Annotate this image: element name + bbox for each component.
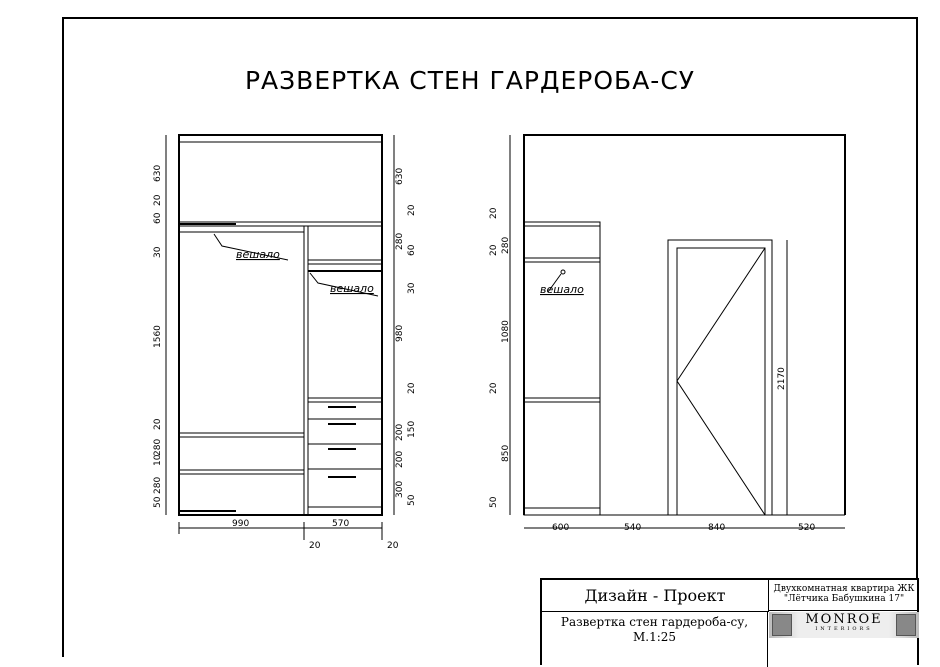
sheet-title: Развертка стен гардероба-су, М.1:25: [542, 612, 768, 667]
dim-left-3: 60: [153, 212, 163, 224]
hanger-label: вешало: [330, 282, 374, 295]
door-frame: [668, 240, 772, 515]
dim-rv-1: 20: [489, 207, 499, 219]
dim-right-3: 280: [395, 232, 405, 250]
dim-right-9: 200: [395, 423, 405, 441]
company-logo: [769, 612, 919, 667]
dim-door-height: 2170: [777, 367, 787, 390]
dim-right-4: 60: [407, 244, 417, 256]
left-elevation: [166, 135, 394, 540]
dim-bottom-20b: 20: [387, 541, 399, 551]
dim-right-12: 50: [407, 494, 417, 506]
apartment-info: Двухкомнатная квартира ЖК "Лётчика Бабушкина 17": [769, 580, 919, 611]
dim-right-5: 30: [407, 282, 417, 294]
right-wall-outline: [524, 135, 845, 515]
dim-right-11: 300: [395, 480, 405, 498]
drawing-title: РАЗВЕРТКА СТЕН ГАРДЕРОБА-СУ: [244, 66, 696, 95]
left-wardrobe-outline: [179, 135, 382, 515]
title-block: [540, 578, 919, 665]
dim-bottom-570: 570: [332, 519, 350, 529]
dim-bottom-20a: 20: [309, 541, 321, 551]
dim-rv-3: 280: [501, 236, 511, 254]
dim-rv-bottom-1: 600: [552, 523, 570, 533]
dim-left-4: 30: [153, 246, 163, 258]
dim-rv-bottom-4: 520: [798, 523, 816, 533]
dim-rv-7: 50: [489, 496, 499, 508]
ornament-icon: [896, 614, 916, 636]
dim-right-10: 200: [395, 450, 405, 468]
dim-left-10: 280: [153, 476, 163, 494]
dim-left-1: 630: [153, 164, 163, 182]
right-elevation: [510, 135, 845, 528]
dim-left-8: 280: [153, 438, 163, 456]
dim-left-9: 50: [153, 496, 163, 508]
dim-rv-bottom-3: 840: [708, 523, 726, 533]
hanger-label: вешало: [236, 248, 280, 261]
hanger-label: вешало: [540, 283, 584, 296]
dim-rv-2: 20: [489, 244, 499, 256]
dim-left-5: 1560: [153, 325, 163, 348]
dim-right-2: 20: [407, 204, 417, 216]
dim-right-7: 20: [407, 382, 417, 394]
project-type: Дизайн - Проект: [542, 580, 769, 612]
dim-rv-bottom-2: 540: [624, 523, 642, 533]
dim-left-2: 20: [153, 194, 163, 206]
dim-rv-6: 850: [501, 444, 511, 462]
dim-rv-4: 1080: [501, 320, 511, 343]
dim-right-1: 630: [395, 167, 405, 185]
logo-subtitle: INTERIORS: [815, 626, 873, 632]
ornament-icon: [772, 614, 792, 636]
dim-left-7: 10: [153, 454, 163, 466]
dim-right-6: 980: [395, 324, 405, 342]
dim-bottom-990: 990: [232, 519, 250, 529]
logo-name: MONROE: [805, 612, 883, 627]
dim-left-6: 20: [153, 418, 163, 430]
door-leaf: [677, 248, 765, 515]
dim-rv-5: 20: [489, 382, 499, 394]
dim-right-8: 150: [407, 420, 417, 438]
